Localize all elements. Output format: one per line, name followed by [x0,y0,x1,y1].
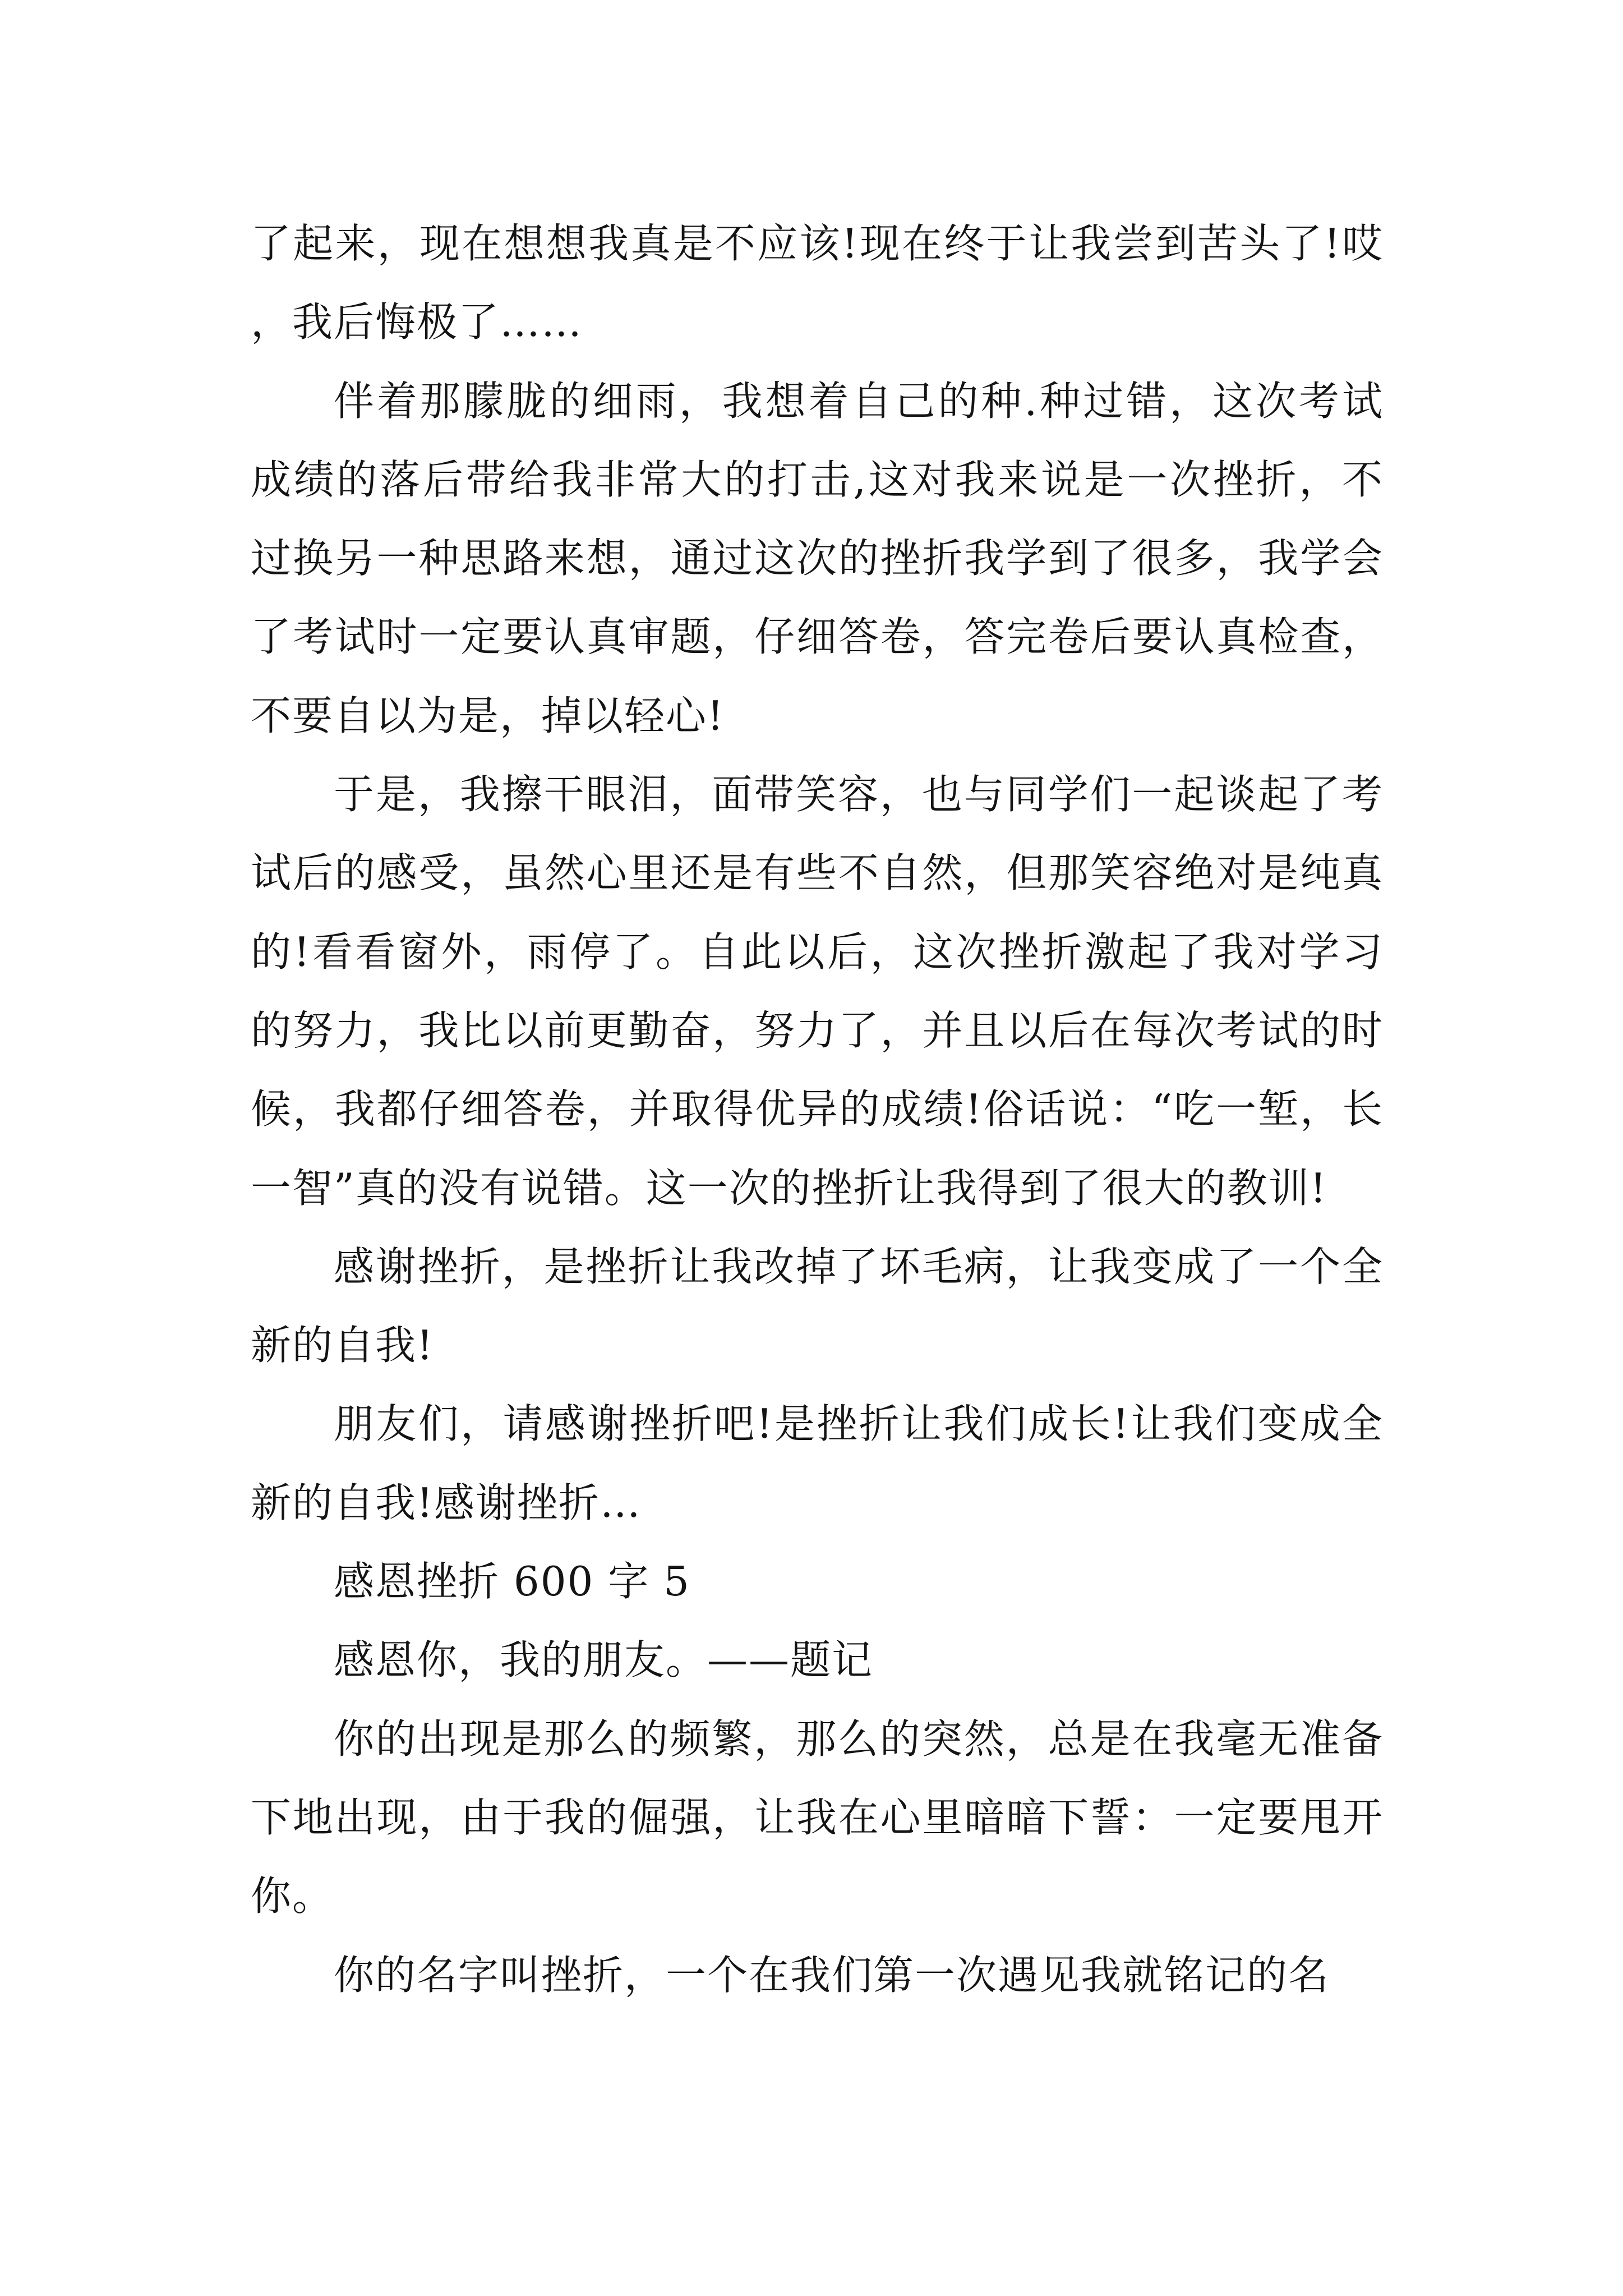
paragraph-5: 朋友们，请感谢挫折吧!是挫折让我们成长!让我们变成全新的自我!感谢挫折… [251,1400,1384,1526]
paragraph-2: 伴着那朦胧的细雨，我想着自己的种.种过错，这次考试成绩的落后带给我非常大的打击,这对我来说是一次挫折，不过换另一种思路来想，通过这次的挫折我学到了很多，我学会了考试时一定要认真审题，仔细答卷，答完卷后要认真检查，不要自以为是，掉以轻心! [251,377,1384,739]
paragraph-7: 你的名字叫挫折，一个在我们第一次遇见我就铭记的名 [334,1951,1330,1999]
paragraph-6: 你的出现是那么的频繁，那么的突然，总是在我毫无准备下地出现，由于我的倔强，让我在心里暗暗下誓：一定要甩开你。 [251,1715,1384,1920]
paragraph-4: 感谢挫折，是挫折让我改掉了坏毛病，让我变成了一个全新的自我! [251,1243,1384,1369]
section-heading: 感恩挫折 600 字 5 [334,1558,690,1605]
document-body [251,204,1384,2014]
epigraph: 感恩你，我的朋友。——题记 [334,1636,874,1684]
paragraph-3: 于是，我擦干眼泪，面带笑容，也与同学们一起谈起了考试后的感受，虽然心里还是有些不自然，但那笑容绝对是纯真的!看看窗外，雨停了。自此以后，这次挫折激起了我对学习的努力，我比以前更勤奋，努力了，并且以后在每次考试的时候，我都仔细答卷，并取得优异的成绩!俗话说：“吃一堑，长一智”真的没有说错。这一次的挫折让我得到了很大的教训! [251,771,1384,1212]
paragraph-1: 了起来，现在想想我真是不应该!现在终于让我尝到苦头了!哎，我后悔极了…… [251,220,1384,346]
